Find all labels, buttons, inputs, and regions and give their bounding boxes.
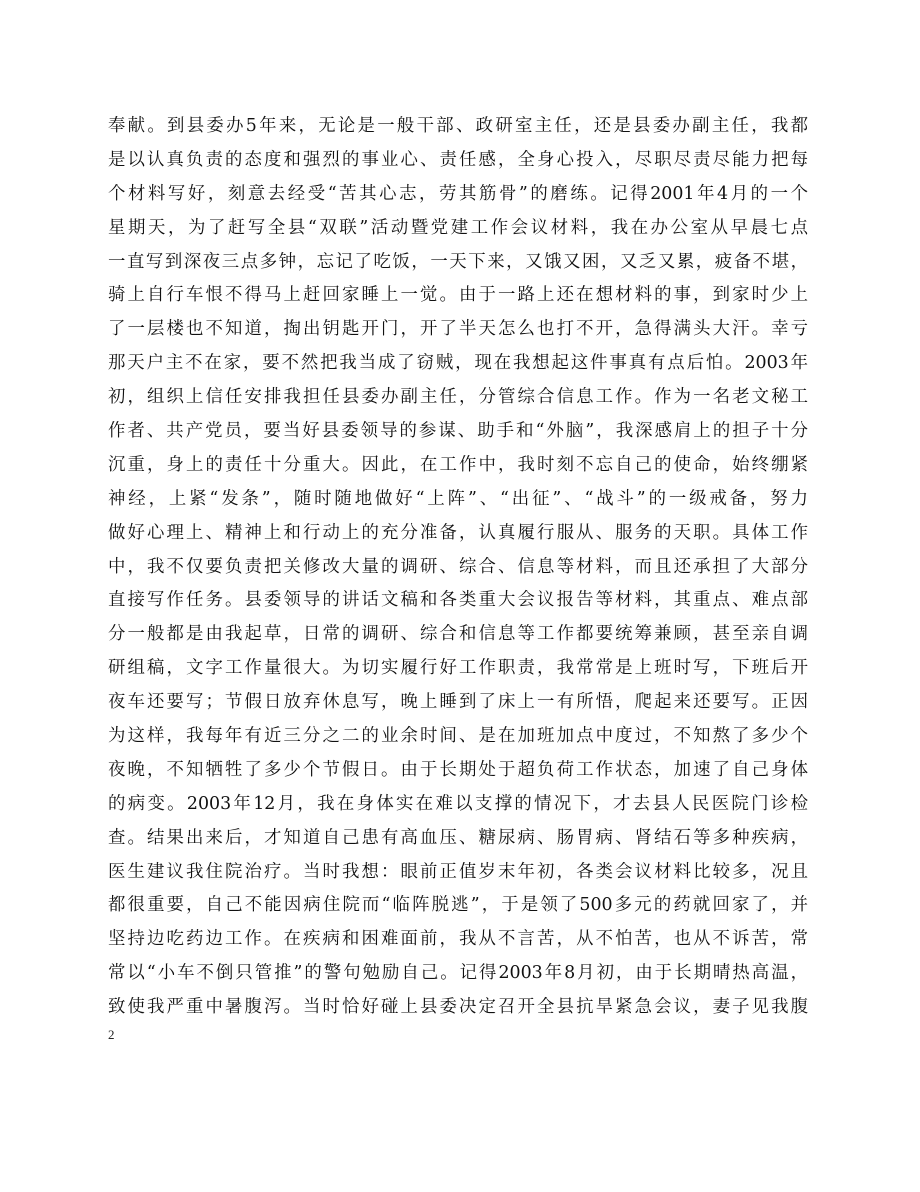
text-line: 骑上自行车恨不得马上赶回家睡上一觉。由于一路上还在想材料的事，到家时少上: [108, 285, 808, 306]
body-text: [108, 110, 808, 1025]
text-line: 作者、共产党员，要当好县委领导的参谋、助手和“外脑”，我深感肩上的担子十分: [108, 421, 808, 442]
text-line: 研组稿，文字工作量很大。为切实履行好工作职责，我常常是上班时写，下班后开: [108, 658, 808, 679]
text-line: 神经，上紧“发条”，随时随地做好“上阵”、“出征”、“战斗”的一级戒备，努力: [108, 488, 808, 509]
text-line: 是以认真负责的态度和强烈的事业心、责任感，全身心投入，尽职尽责尽能力把每: [108, 149, 808, 170]
text-line: 都很重要，自己不能因病住院而“临阵脱逃”，于是领了500多元的药就回家了，并: [108, 895, 808, 916]
text-line: 个材料写好，刻意去经受“苦其心志，劳其筋骨”的磨练。记得2001年4月的一个: [108, 183, 808, 204]
text-line: 夜晚，不知牺牲了多少个节假日。由于长期处于超负荷工作状态，加速了自己身体: [108, 759, 808, 780]
text-line: 直接写作任务。县委领导的讲话文稿和各类重大会议报告等材料，其重点、难点部: [108, 590, 808, 611]
text-line: 为这样，我每年有近三分之二的业余时间、是在加班加点中度过，不知熬了多少个: [108, 726, 808, 747]
text-line: 初，组织上信任安排我担任县委办副主任，分管综合信息工作。作为一名老文秘工: [108, 387, 808, 408]
text-line: 的病变。2003年12月，我在身体实在难以支撑的情况下，才去县人民医院门诊检: [108, 793, 808, 814]
text-line: 夜车还要写；节假日放弃休息写，晚上睡到了床上一有所悟，爬起来还要写。正因: [108, 692, 808, 713]
text-line: 星期天，为了赶写全县“双联”活动暨党建工作会议材料，我在办公室从早晨七点: [108, 217, 808, 238]
text-line: 了一层楼也不知道，掏出钥匙开门，开了半天怎么也打不开，急得满头大汗。幸亏: [108, 319, 808, 340]
text-line: 分一般都是由我起草，日常的调研、综合和信息等工作都要统筹兼顾，甚至亲自调: [108, 624, 808, 645]
text-line: 那天户主不在家，要不然把我当成了窃贼，现在我想起这件事真有点后怕。2003年: [108, 353, 808, 374]
text-line: 查。结果出来后，才知道自己患有高血压、糖尿病、肠胃病、肾结石等多种疾病，: [108, 827, 808, 848]
text-line: 医生建议我住院治疗。当时我想：眼前正值岁末年初，各类会议材料比较多，况且: [108, 861, 808, 882]
text-line: 中，我不仅要负责把关修改大量的调研、综合、信息等材料，而且还承担了大部分: [108, 556, 808, 577]
text-line: 致使我严重中暑腹泻。当时恰好碰上县委决定召开全县抗旱紧急会议，妻子见我腹: [108, 997, 808, 1018]
text-line: 常以“小车不倒只管推”的警句勉励自己。记得2003年8月初，由于长期晴热高温，: [108, 963, 808, 984]
text-line: 一直写到深夜三点多钟，忘记了吃饭，一天下来，又饿又困，又乏又累，疲备不堪，: [108, 251, 808, 272]
text-line: 奉献。到县委办5年来，无论是一般干部、政研室主任，还是县委办副主任，我都: [108, 116, 808, 136]
page-number: 2: [108, 1027, 115, 1042]
text-line: 坚持边吃药边工作。在疾病和困难面前，我从不言苦，从不怕苦，也从不诉苦，常: [108, 929, 808, 950]
text-line: 沉重，身上的责任十分重大。因此，在工作中，我时刻不忘自己的使命，始终绷紧: [108, 454, 808, 475]
text-line: 做好心理上、精神上和行动上的充分准备，认真履行服从、服务的天职。具体工作: [108, 522, 808, 543]
